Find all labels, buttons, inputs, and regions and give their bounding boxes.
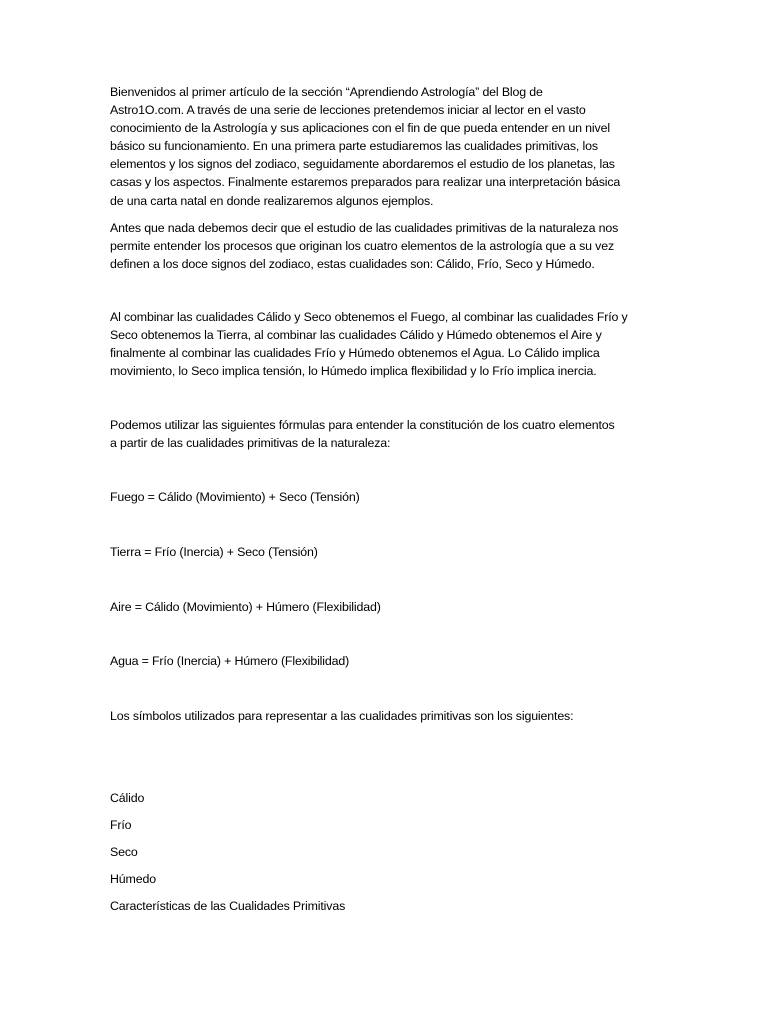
text-line: Al combinar las cualidades Cálido y Seco obtenemos el Fuego, al combinar las cualidades Frío y (110, 310, 628, 324)
text-line: Antes que nada debemos decir que el estudio de las cualidades primitivas de la naturaleza nos (110, 221, 619, 235)
quality-humedo: Húmedo (110, 872, 156, 886)
text-line: casas y los aspectos. Finalmente estaremos preparados para realizar una interpretación básica (110, 175, 621, 190)
text-line: permite entender los procesos que originan los cuatro elementos de la astrología que a su vez (110, 239, 615, 254)
text-line: elementos y los signos del zodiaco, seguidamente abordaremos el estudio de los planetas, las (110, 157, 615, 172)
formula-tierra: Tierra = Frío (Inercia) + Seco (Tensión) (110, 545, 318, 559)
quality-calido: Cálido (110, 791, 145, 805)
formula-aire: Aire = Cálido (Movimiento) + Húmero (Flexibilidad) (110, 600, 381, 614)
qualities-paragraph (110, 219, 662, 273)
formula-fuego: Fuego = Cálido (Movimiento) + Seco (Tensión) (110, 490, 360, 504)
text-line: finalmente al combinar las cualidades Frío y Húmedo obtenemos el Agua. Lo Cálido implica (110, 346, 600, 361)
intro-paragraph (110, 83, 662, 210)
text-line: a partir de las cualidades primitivas de la naturaleza: (110, 436, 391, 451)
text-line: Bienvenidos al primer artículo de la sección “Aprendiendo Astrología” del Blog de (110, 85, 543, 99)
combinations-paragraph (110, 308, 662, 380)
quality-frio: Frío (110, 818, 132, 832)
formulas-intro-paragraph (110, 416, 662, 452)
text-line: de una carta natal en donde realizaremos algunos ejemplos. (110, 193, 434, 208)
section-heading: Características de las Cualidades Primitivas (110, 899, 346, 913)
text-line: Podemos utilizar las siguientes fórmulas para entender la constitución de los cuatro elementos (110, 418, 615, 432)
text-line: movimiento, lo Seco implica tensión, lo Húmedo implica flexibilidad y lo Frío implica inercia. (110, 364, 597, 379)
symbols-intro: Los símbolos utilizados para representar a las cualidades primitivas son los siguientes: (110, 709, 574, 723)
text-line: Seco obtenemos la Tierra, al combinar las cualidades Cálido y Húmedo obtenemos el Aire y (110, 328, 602, 343)
text-line: Astro1O.com. A través de una serie de lecciones pretendemos iniciar al lector en el vasto (110, 103, 586, 118)
text-line: definen a los doce signos del zodiaco, estas cualidades son: Cálido, Frío, Seco y Húmedo. (110, 257, 595, 272)
text-line: básico su funcionamiento. En una primera parte estudiaremos las cualidades primitivas, los (110, 139, 598, 154)
quality-seco: Seco (110, 845, 138, 859)
text-line: conocimiento de la Astrología y sus aplicaciones con el fin de que pueda entender en un nivel (110, 121, 610, 136)
formula-agua: Agua = Frío (Inercia) + Húmero (Flexibilidad) (110, 654, 350, 668)
